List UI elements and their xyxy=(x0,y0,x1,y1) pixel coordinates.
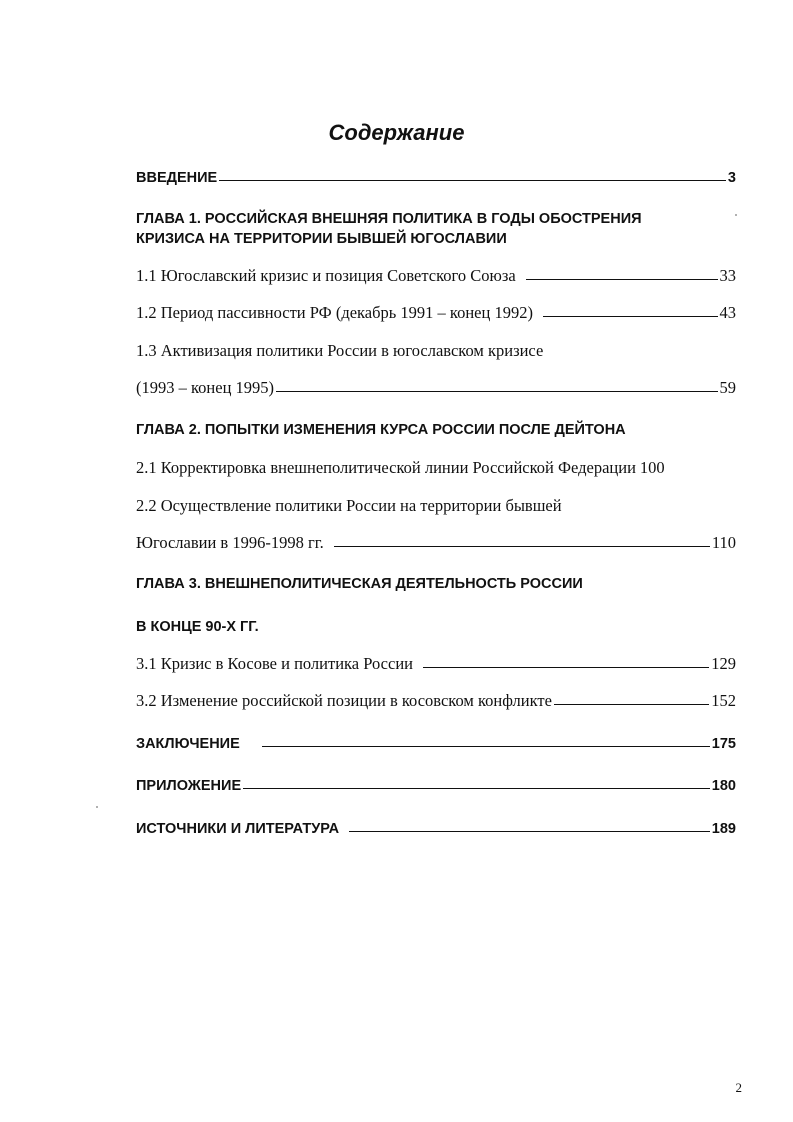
toc-page: 129 xyxy=(711,654,736,673)
toc-label: ПРИЛОЖЕНИЕ xyxy=(136,778,242,794)
toc-page: 3 xyxy=(727,170,736,186)
leader-line xyxy=(526,279,718,280)
leader-line xyxy=(243,788,710,789)
toc-page: 180 xyxy=(711,778,736,794)
toc-page: 152 xyxy=(711,691,736,710)
toc-entry-sources[interactable] xyxy=(136,821,736,837)
leader-line xyxy=(219,180,726,181)
scan-speck xyxy=(96,806,98,808)
leader-line xyxy=(554,704,709,705)
toc-chapter-1-line-1[interactable] xyxy=(136,211,736,227)
leader-line xyxy=(543,316,718,317)
page-number: 2 xyxy=(735,1080,742,1095)
toc-label: 2.1 Корректировка внешнеполитической линии Российской Федерации xyxy=(136,458,636,477)
toc-label: КРИЗИСА НА ТЕРРИТОРИИ БЫВШЕЙ ЮГОСЛАВИИ xyxy=(136,231,507,247)
toc-label: ГЛАВА 1. РОССИЙСКАЯ ВНЕШНЯЯ ПОЛИТИКА В ГОДЫ ОБОСТРЕНИЯ xyxy=(136,211,642,227)
toc-label: 1.3 Активизация политики России в югославском кризисе xyxy=(136,341,544,360)
toc-label: Югославии в 1996-1998 гг. xyxy=(136,533,324,552)
leader-line xyxy=(423,667,709,668)
leader-line xyxy=(276,391,717,392)
toc-label: ВВЕДЕНИЕ xyxy=(136,170,218,186)
toc-entry-3-2[interactable] xyxy=(136,691,736,711)
toc-entry-conclusion[interactable] xyxy=(136,736,736,752)
toc-label: ГЛАВА 2. ПОПЫТКИ ИЗМЕНЕНИЯ КУРСА РОССИИ ПОСЛЕ ДЕЙТОНА xyxy=(136,422,626,438)
toc-entry-1-2[interactable] xyxy=(136,303,736,323)
scan-speck xyxy=(735,214,737,216)
toc-page: 189 xyxy=(711,821,736,837)
toc-entry-1-3-line-2[interactable] xyxy=(136,378,736,398)
toc-entry-1-3-line-1[interactable] xyxy=(136,341,736,361)
toc-page: 100 xyxy=(639,458,665,477)
toc-label: В КОНЦЕ 90-Х ГГ. xyxy=(136,619,259,635)
toc-label: ЗАКЛЮЧЕНИЕ xyxy=(136,736,240,752)
toc-page: 110 xyxy=(711,533,736,552)
leader-line xyxy=(334,546,710,547)
toc-label: (1993 – конец 1995) xyxy=(136,378,275,397)
toc-entry-2-2-line-2[interactable] xyxy=(136,533,736,553)
toc-entry-appendix[interactable] xyxy=(136,778,736,794)
toc-label: ИСТОЧНИКИ И ЛИТЕРАТУРА xyxy=(136,821,340,837)
toc-page: 175 xyxy=(711,736,736,752)
toc-label: 2.2 Осуществление политики России на территории бывшей xyxy=(136,496,562,515)
toc-entry-3-1[interactable] xyxy=(136,654,736,674)
toc-page: 43 xyxy=(719,303,736,322)
toc-label: 3.1 Кризис в Косове и политика России xyxy=(136,654,413,673)
toc-chapter-2[interactable] xyxy=(136,422,736,438)
toc-label: ГЛАВА 3. ВНЕШНЕПОЛИТИЧЕСКАЯ ДЕЯТЕЛЬНОСТЬ РОССИИ xyxy=(136,576,583,592)
toc-label: 1.1 Югославский кризис и позиция Советского Союза xyxy=(136,266,516,285)
toc-page: 59 xyxy=(719,378,736,397)
toc-page: 33 xyxy=(719,266,736,285)
toc-entry-2-2-line-1[interactable] xyxy=(136,496,736,516)
toc-chapter-3-line-2[interactable] xyxy=(136,619,736,635)
page-title: Содержание xyxy=(328,120,465,145)
toc-label: 3.2 Изменение российской позиции в косовском конфликте xyxy=(136,691,552,710)
leader-line xyxy=(262,746,710,747)
toc-chapter-1-line-2[interactable] xyxy=(136,231,736,247)
toc-entry-2-1[interactable] xyxy=(136,458,736,478)
toc-entry-1-1[interactable] xyxy=(136,266,736,286)
toc-label: 1.2 Период пассивности РФ (декабрь 1991 – конец 1992) xyxy=(136,303,533,322)
toc-entry-intro[interactable] xyxy=(136,170,736,186)
toc-chapter-3-line-1[interactable] xyxy=(136,576,736,592)
leader-line xyxy=(349,831,710,832)
